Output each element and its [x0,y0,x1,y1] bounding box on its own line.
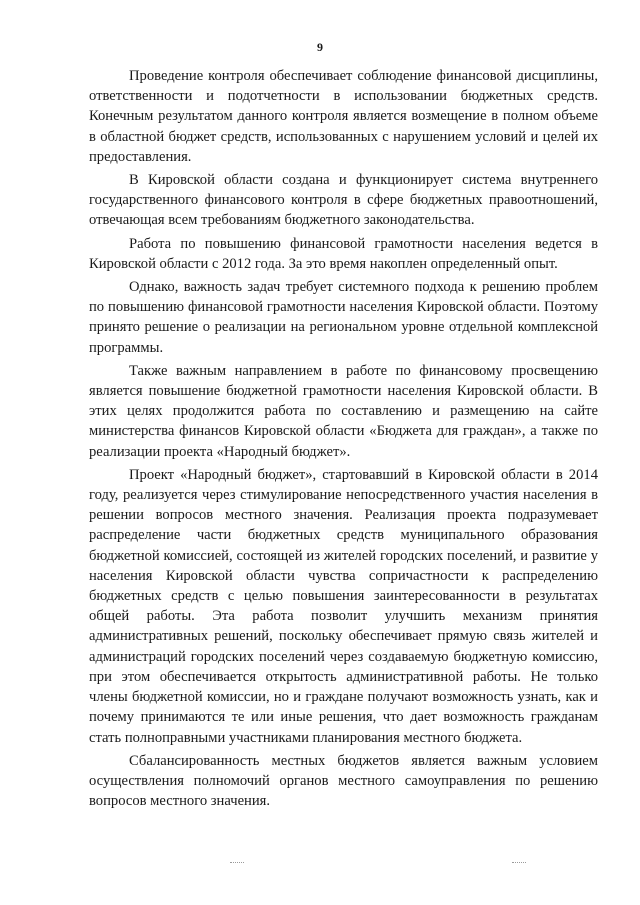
scan-artifact-left [230,862,244,864]
document-body [89,66,598,811]
scan-artifact-right [512,862,526,864]
paragraph-control-system: В Кировской области создана и функционирует система внутреннего государственного финансового контроля в сфере бюджетных правоотношений, отвечающая всем требованиям бюджетного законодательства. [89,172,598,229]
paragraph-financial-literacy: Работа по повышению финансовой грамотности населения ведется в Кировской области с 2012 года. За это время накоплен определенный опыт. [89,235,598,272]
paragraph-program: Однако, важность задач требует системного подхода к решению проблем по повышению финансовой грамотности населения Кировской области. Поэтому принято решение о реализации на региональном уровне отдельной комплексной программы. [89,279,598,356]
paragraph-budget-literacy: Также важным направлением в работе по финансовому просвещению является повышение бюджетной грамотности населения Кировской области. В этих целях продолжится работа по составлению и размещению на сайте министерства финансов Кировской области «Бюджета для граждан», а также по реализации проекта «Народный бюджет». [89,362,598,460]
paragraph-control: Проведение контроля обеспечивает соблюдение финансовой дисциплины, ответственности и подотчетности в использовании бюджетных средств. Конечным результатом данного контроля является возмещение в полном объеме в областной бюджет средств, использованных с нарушением условий и целей их предоставления. [89,68,598,165]
paragraph-peoples-budget: Проект «Народный бюджет», стартовавший в Кировской области в 2014 году, реализуется через стимулирование непосредственного участия населения в решении вопросов местного значения. Реализация проекта подразумевает распределение части бюджетных средств муниципального образования бюджетной комиссией, состоящей из жителей городских поселений, и развитие у населения Кировской области чувства сопричастности к распределению бюджетных средств с целью повышения заинтересованности в результатах общей работы. Эта работа позволит улучшить механизм принятия административных решений, поскольку обеспечивает прямую связь жителей и администраций городских поселений через создаваемую бюджетную комиссию, при этом обеспечивается открытость административной работы. Не только члены бюджетной комиссии, но и граждане получают возможность узнать, как и почему принимаются те или иные решения, что дает возможность гражданам стать полноправными участниками планирования местного бюджета. [89,466,598,746]
page-number: 9 [317,40,323,54]
paragraph-balanced-budgets: Сбалансированность местных бюджетов является важным условием осуществления полномочий органов местного самоуправления по решению вопросов местного значения. [89,752,598,810]
